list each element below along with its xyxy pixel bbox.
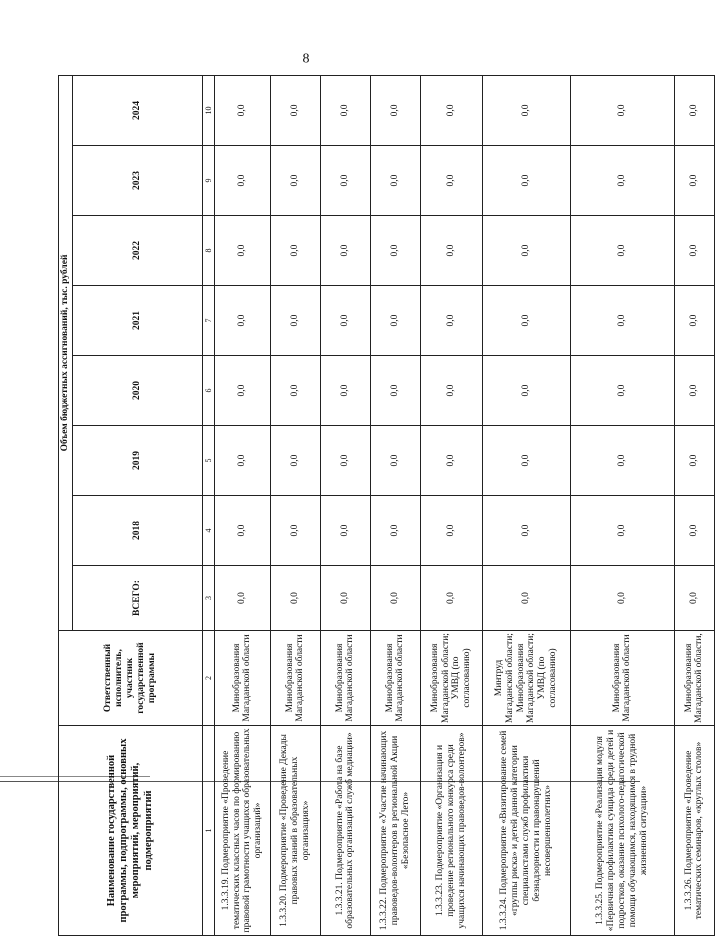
row-year-value: 0,0 <box>420 496 482 566</box>
row-year-value: 0,0 <box>420 426 482 496</box>
row-total-value: 0,0 <box>320 566 370 631</box>
row-year-value: 0,0 <box>420 356 482 426</box>
row-executor: Минобразования Магаданской области <box>270 631 320 726</box>
col-number: 7 <box>202 286 214 356</box>
table-row <box>214 75 270 935</box>
row-year-value: 0,0 <box>674 286 714 356</box>
row-name: 1.3.3.22. Подмероприятие «Участие начинающих правоведов-волонтеров в региональной Акции «Безопасное Лето» <box>370 726 420 936</box>
row-year-value: 0,0 <box>420 286 482 356</box>
table-row <box>420 75 482 935</box>
header-year: 2024 <box>72 75 202 145</box>
row-year-value: 0,0 <box>214 216 270 286</box>
page-number: 8 <box>302 51 310 67</box>
row-year-value: 0,0 <box>270 286 320 356</box>
row-year-value: 0,0 <box>370 216 420 286</box>
table-body <box>214 75 714 935</box>
row-year-value: 0,0 <box>270 146 320 216</box>
col-number: 6 <box>202 356 214 426</box>
row-year-value: 0,0 <box>482 356 570 426</box>
row-year-value: 0,0 <box>214 356 270 426</box>
row-year-value: 0,0 <box>482 426 570 496</box>
row-year-value: 0,0 <box>320 356 370 426</box>
row-name: 1.3.3.21. Подмероприятие «Работа на базе образовательных организаций служб медиации» <box>320 726 370 936</box>
row-year-value: 0,0 <box>270 216 320 286</box>
header-executor: Ответственный исполнитель, участник государственной программы <box>59 631 203 726</box>
table-row <box>320 75 370 935</box>
row-name: 1.3.3.20. Подмероприятие «Проведение Декады правовых знаний в образовательных организациях» <box>270 726 320 936</box>
row-year-value: 0,0 <box>370 75 420 145</box>
row-year-value: 0,0 <box>674 356 714 426</box>
col-number: 8 <box>202 216 214 286</box>
row-year-value: 0,0 <box>482 146 570 216</box>
row-total-value: 0,0 <box>420 566 482 631</box>
header-year: 2023 <box>72 146 202 216</box>
table-row <box>674 75 714 935</box>
row-year-value: 0,0 <box>570 356 674 426</box>
header-year: 2021 <box>72 286 202 356</box>
row-total-value: 0,0 <box>482 566 570 631</box>
row-total-value: 0,0 <box>674 566 714 631</box>
row-total-value: 0,0 <box>270 566 320 631</box>
row-year-value: 0,0 <box>214 75 270 145</box>
row-name: 1.3.3.26. Подмероприятие «Проведение тематических семинаров, «круглых столов» <box>674 726 714 936</box>
table-row <box>270 75 320 935</box>
row-year-value: 0,0 <box>420 146 482 216</box>
row-executor: Минобразования Магаданской области <box>570 631 674 726</box>
row-year-value: 0,0 <box>320 426 370 496</box>
row-year-value: 0,0 <box>370 286 420 356</box>
row-year-value: 0,0 <box>270 75 320 145</box>
row-year-value: 0,0 <box>214 496 270 566</box>
header-year: 2022 <box>72 216 202 286</box>
table-row <box>482 75 570 935</box>
col-number: 5 <box>202 426 214 496</box>
row-year-value: 0,0 <box>570 216 674 286</box>
row-year-value: 0,0 <box>270 356 320 426</box>
row-year-value: 0,0 <box>370 496 420 566</box>
row-year-value: 0,0 <box>674 146 714 216</box>
row-year-value: 0,0 <box>214 286 270 356</box>
header-budget-group: Объем бюджетных ассигнований, тыс. рублей <box>59 75 73 630</box>
row-year-value: 0,0 <box>674 75 714 145</box>
row-executor: Минобразования Магаданской области, <box>674 631 714 726</box>
row-year-value: 0,0 <box>214 426 270 496</box>
row-total-value: 0,0 <box>370 566 420 631</box>
row-year-value: 0,0 <box>320 75 370 145</box>
row-year-value: 0,0 <box>370 146 420 216</box>
row-executor: Минтруд Магаданской области; Минобразования Магаданской области; УМВД (по согласованию) <box>482 631 570 726</box>
row-year-value: 0,0 <box>320 216 370 286</box>
row-year-value: 0,0 <box>214 146 270 216</box>
row-year-value: 0,0 <box>674 426 714 496</box>
header-year: 2020 <box>72 356 202 426</box>
row-executor: Минобразования Магаданской области <box>320 631 370 726</box>
row-year-value: 0,0 <box>570 426 674 496</box>
table-row <box>370 75 420 935</box>
header-year: 2019 <box>72 426 202 496</box>
row-year-value: 0,0 <box>482 216 570 286</box>
col-number: 3 <box>202 566 214 631</box>
row-year-value: 0,0 <box>482 286 570 356</box>
row-name: 1.3.3.19. Подмероприятие «Проведение тематических классных часов по формированию правовой грамотности учащихся образовательных организаций» <box>214 726 270 936</box>
rotated-page <box>58 51 705 936</box>
row-year-value: 0,0 <box>482 496 570 566</box>
row-total-value: 0,0 <box>570 566 674 631</box>
row-year-value: 0,0 <box>570 496 674 566</box>
col-number: 4 <box>202 496 214 566</box>
row-year-value: 0,0 <box>370 426 420 496</box>
row-year-value: 0,0 <box>420 75 482 145</box>
row-name: 1.3.3.23. Подмероприятие «Организация и проведение регионального конкурса среди учащихся начинающих правоведов-волонтеров» <box>420 726 482 936</box>
row-name: 1.3.3.24. Подмероприятие «Визитирование семей «группы риска» и детей данной категории специалистами служб профилактики безнадзорности и правонарушений несовершеннолетних» <box>482 726 570 936</box>
row-year-value: 0,0 <box>420 216 482 286</box>
row-year-value: 0,0 <box>320 146 370 216</box>
table-row <box>570 75 674 935</box>
header-year: 2018 <box>72 496 202 566</box>
row-year-value: 0,0 <box>370 356 420 426</box>
row-year-value: 0,0 <box>570 146 674 216</box>
row-year-value: 0,0 <box>674 496 714 566</box>
col-number: 10 <box>202 75 214 145</box>
row-year-value: 0,0 <box>270 426 320 496</box>
row-year-value: 0,0 <box>320 496 370 566</box>
row-year-value: 0,0 <box>674 216 714 286</box>
row-name: 1.3.3.25. Подмероприятие «Реализация модуля «Первичная профилактика суицида среди детей и подростков, оказание психолого-педагогической помощи обучающимся, находящимся в трудной жизненной ситуации» <box>570 726 674 936</box>
col-number: 1 <box>202 726 214 936</box>
header-name: Наименование государственной программы, подпрограммы, основных мероприятий, мероприятий, подмероприятий <box>59 726 203 936</box>
row-year-value: 0,0 <box>270 496 320 566</box>
header-total: ВСЕГО: <box>72 566 202 631</box>
row-total-value: 0,0 <box>214 566 270 631</box>
col-number: 9 <box>202 146 214 216</box>
row-executor: Минобразования Магаданской области <box>214 631 270 726</box>
row-year-value: 0,0 <box>482 75 570 145</box>
row-year-value: 0,0 <box>570 286 674 356</box>
row-executor: Минобразования Магаданской области <box>370 631 420 726</box>
row-year-value: 0,0 <box>320 286 370 356</box>
row-year-value: 0,0 <box>570 75 674 145</box>
col-number: 2 <box>202 631 214 726</box>
budget-table <box>58 75 715 936</box>
row-executor: Минобразования Магаданской области; УМВД (по согласованию) <box>420 631 482 726</box>
